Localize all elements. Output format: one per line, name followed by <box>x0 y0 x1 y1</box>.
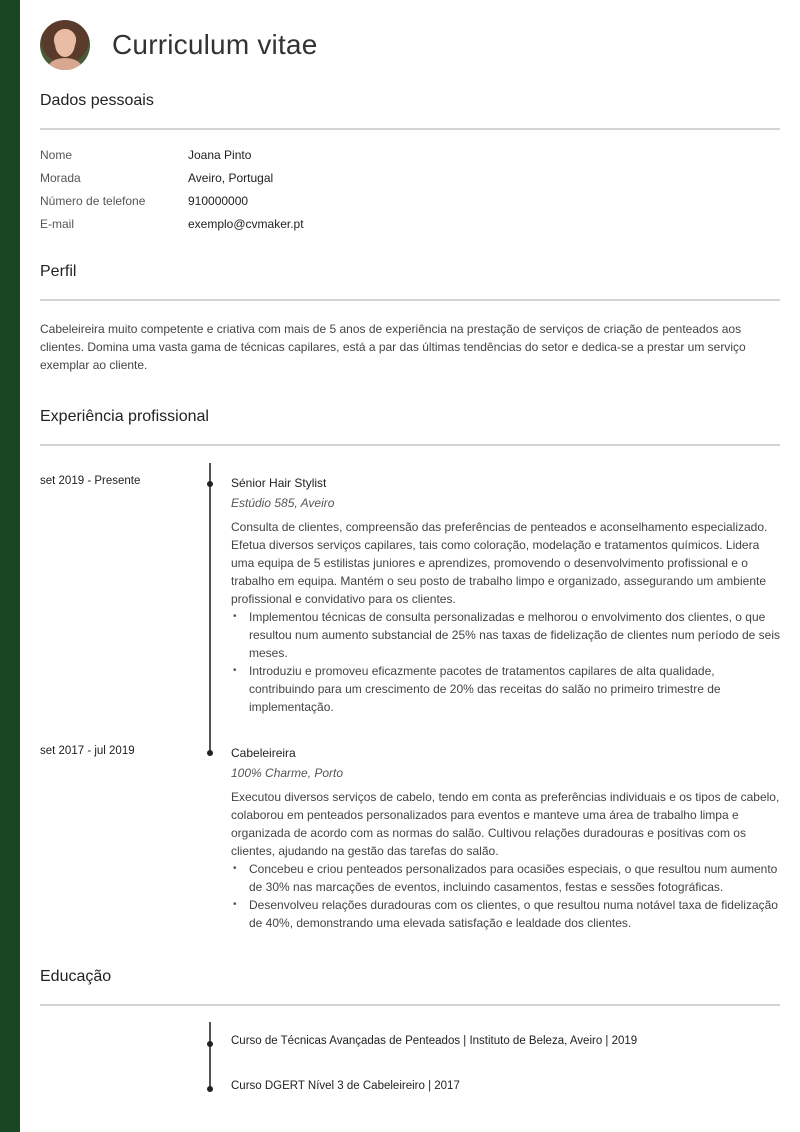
timeline-dot <box>207 1086 213 1092</box>
job-dates: set 2019 - Presente <box>40 475 141 487</box>
job-title: Cabeleireira <box>231 746 296 760</box>
job-company: 100% Charme, Porto <box>231 766 344 780</box>
education-item: Curso de Técnicas Avançadas de Penteados | Instituto de Beleza, Aveiro | 2019 <box>231 1035 638 1047</box>
info-row-address <box>40 171 273 185</box>
timeline-dot <box>207 1041 213 1047</box>
job-dates: set 2017 - jul 2019 <box>40 745 135 757</box>
page-title: Curriculum vitae <box>112 29 318 60</box>
info-row-phone <box>40 194 248 208</box>
section-divider <box>40 299 780 301</box>
job-achievements <box>231 608 780 716</box>
info-value: Aveiro, Portugal <box>188 171 274 185</box>
section-divider <box>40 444 780 446</box>
achievement-item: • Concebeu e criou penteados personalizados para ocasiões especiais, o que resultou num aumento de 30% nas marcações de eventos, incluindo casamentos, festas e sessões fotográficas. <box>249 860 780 896</box>
avatar <box>40 20 90 70</box>
job-entry <box>231 474 780 716</box>
info-value: 910000000 <box>188 194 249 208</box>
achievement-item: • Introduziu e promoveu eficazmente pacotes de tratamentos capilares de alta qualidade, contribuindo para um crescimento de 20% das receitas do salão no primeiro trimestre de implementação. <box>249 662 780 716</box>
avatar-body <box>48 58 82 70</box>
info-label: Morada <box>40 171 81 185</box>
section-divider <box>40 1004 780 1006</box>
achievement-item: • Desenvolveu relações duradouras com os clientes, o que resultou numa notável taxa de fidelização de 40%, demonstrando uma elevada satisfação e lealdade dos clientes. <box>249 896 780 932</box>
section-title-profile: Perfil <box>40 263 77 280</box>
timeline-line <box>209 1022 211 1088</box>
info-row-name <box>40 148 251 162</box>
achievement-item: • Implementou técnicas de consulta personalizadas e melhorou o envolvimento dos clientes, o que resultou num aumento substancial de 25% nas taxas de fidelização de clientes num período de seis meses. <box>249 608 780 662</box>
section-title-experience: Experiência profissional <box>40 408 209 425</box>
avatar-face <box>55 30 75 57</box>
info-label: Nome <box>40 148 73 162</box>
job-company: Estúdio 585, Aveiro <box>231 496 335 510</box>
job-title: Sénior Hair Stylist <box>231 476 327 490</box>
info-row-email <box>40 217 304 231</box>
info-value: Joana Pinto <box>188 148 252 162</box>
education-item: Curso DGERT Nível 3 de Cabeleireiro | 2017 <box>231 1080 460 1092</box>
section-title-education: Educação <box>40 968 112 985</box>
accent-sidebar-strip <box>0 0 20 1132</box>
section-divider <box>40 128 780 130</box>
job-achievements <box>231 860 780 932</box>
info-label: Número de telefone <box>40 194 146 208</box>
timeline-line <box>209 463 211 753</box>
job-entry <box>231 744 780 932</box>
info-label: E-mail <box>40 217 75 231</box>
timeline-dot <box>207 750 213 756</box>
info-value: exemplo@cvmaker.pt <box>188 217 304 231</box>
timeline-dot <box>207 481 213 487</box>
profile-text: Cabeleireira muito competente e criativa com mais de 5 anos de experiência na prestação de serviços de criação de penteados aos clientes. Domina uma vasta gama de técnicas capilares, está a par das últimas tendências do setor e dedica-se a prestar um serviço exemplar ao cliente. <box>40 322 746 372</box>
job-description: Executou diversos serviços de cabelo, tendo em conta as preferências individuais e os tipos de cabelo, colaborou em penteados personalizados para eventos e manteve uma área de trabalho limpa e organizada de acordo com as normas do salão. Cultivou relações duradouras e positivas com os clientes, ajudando na gestão das tarefas do salão. <box>231 790 780 858</box>
section-title-personal: Dados pessoais <box>40 92 154 109</box>
job-description: Consulta de clientes, compreensão das preferências de penteados e aconselhamento especializado. Efetua diversos serviços capilares, tais como coloração, modelação e tratamentos químicos. Lidera uma equipa de 5 estilistas juniores e aprendizes, promovendo o desenvolvimento profissional e o trabalho em equipa. Mantém o seu posto de trabalho limpo e organizado, assegurando um ambiente profissional e convidativo para os clientes. <box>231 520 768 606</box>
cv-header <box>40 20 317 70</box>
